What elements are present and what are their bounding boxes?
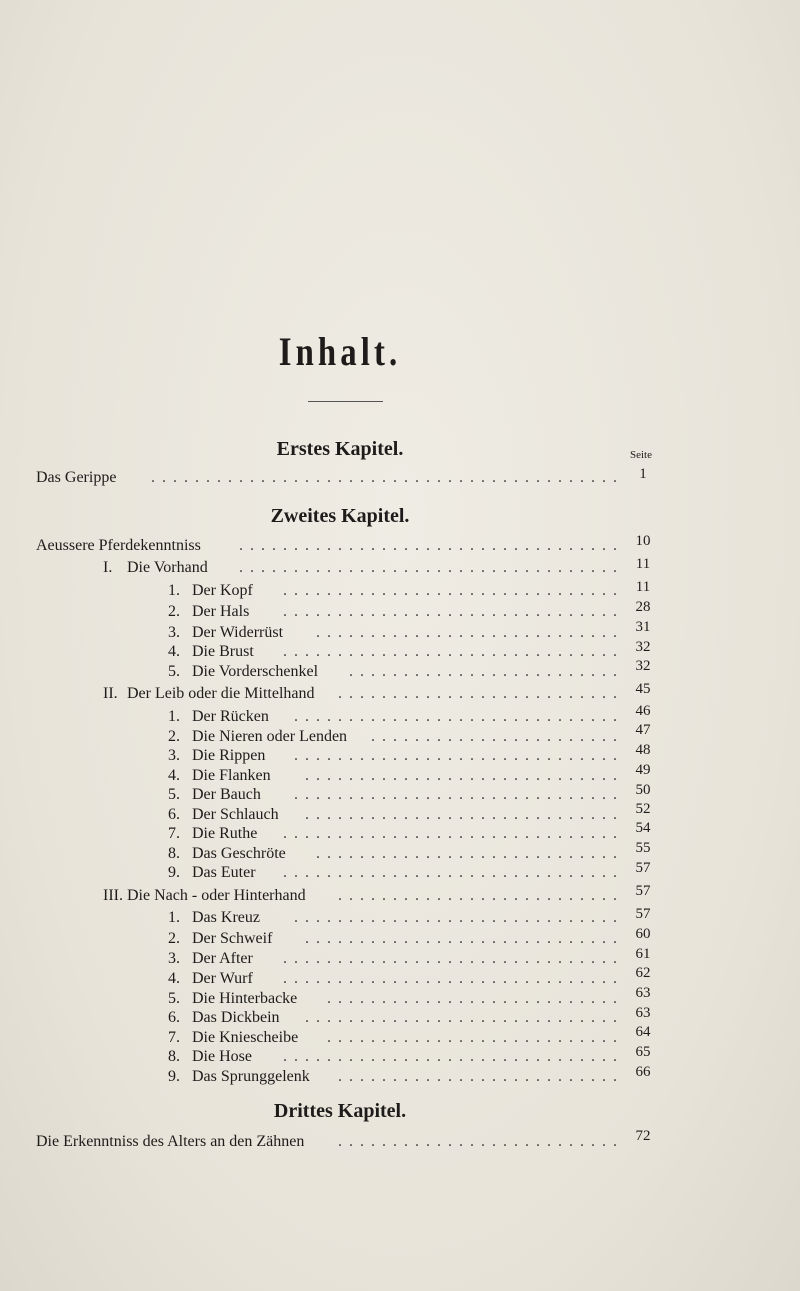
leader-dots: .............................. [294, 786, 624, 803]
toc-entry [168, 823, 624, 844]
toc-entry-page: 61 [635, 946, 651, 962]
toc-entry-label: Die Vorderschenkel [192, 663, 319, 680]
toc-entry-number: 1. [168, 909, 180, 926]
toc-entry-number: 9. [168, 864, 180, 881]
title-divider [308, 401, 383, 402]
toc-entry-number: 7. [168, 825, 180, 842]
toc-entry-number: 9. [168, 1068, 180, 1085]
toc-entry-page: 66 [635, 1064, 651, 1080]
toc-entry [168, 948, 624, 969]
chapter-heading-1: Erstes Kapitel. [276, 438, 404, 460]
toc-entry-number: 1. [168, 582, 180, 599]
toc-entry [168, 1007, 624, 1028]
leader-dots: ............................... [283, 950, 624, 967]
leader-dots: ................................... [239, 559, 624, 576]
leader-dots: ........................... [327, 1029, 624, 1046]
leader-dots: ................................... [239, 537, 624, 554]
toc-entry-page: 32 [635, 639, 651, 655]
toc-entry [168, 601, 624, 622]
leader-dots: ............................. [305, 767, 624, 784]
toc-entry-page: 48 [635, 742, 651, 758]
toc-entry-number: 3. [168, 624, 180, 641]
toc-entry-page: 72 [635, 1128, 651, 1144]
toc-entry-label: Das Sprunggelenk [192, 1068, 310, 1085]
toc-entry-number: 2. [168, 930, 180, 947]
leader-dots: ........................................... [151, 469, 624, 486]
toc-entry-label: Der Wurf [192, 970, 253, 987]
toc-entry [168, 1066, 624, 1087]
toc-entry-page: 31 [635, 619, 651, 635]
toc-entry-page: 64 [635, 1024, 651, 1040]
leader-dots: ............................... [283, 970, 624, 987]
toc-entry-page: 32 [635, 658, 651, 674]
toc-entry [168, 765, 624, 786]
toc-entry-label: Das Euter [192, 864, 256, 881]
toc-entry-page: 45 [635, 681, 651, 697]
toc-entry [168, 745, 624, 766]
chapter-heading-2: Zweites Kapitel. [270, 505, 410, 527]
toc-entry-label: Die Vorhand [127, 559, 208, 576]
toc-entry-number: 8. [168, 845, 180, 862]
toc-entry-label: Aeussere Pferdekenntniss [36, 537, 201, 554]
toc-entry [168, 988, 624, 1009]
toc-entry-label: Die Brust [192, 643, 254, 660]
toc-entry-label: Der Schlauch [192, 806, 279, 823]
toc-entry-page: 63 [635, 985, 651, 1001]
toc-entry [168, 784, 624, 805]
toc-entry-page: 11 [635, 579, 651, 595]
toc-entry-number: I. [103, 559, 113, 576]
toc-entry-page: 57 [635, 906, 651, 922]
toc-entry-label: Der Leib oder die Mittelhand [127, 685, 315, 702]
toc-entry [168, 726, 624, 747]
toc-entry-label: Die Rippen [192, 747, 266, 764]
toc-entry [36, 1131, 624, 1152]
toc-entry-page: 55 [635, 840, 651, 856]
leader-dots: .......................... [338, 1133, 624, 1150]
toc-entry-page: 52 [635, 801, 651, 817]
toc-entry-label: Der Widerrüst [192, 624, 284, 641]
leader-dots: ............................ [316, 845, 624, 862]
leader-dots: ............................... [283, 1048, 624, 1065]
toc-entry [168, 1046, 624, 1067]
leader-dots: ............................. [305, 806, 624, 823]
toc-entry-page: 49 [635, 762, 651, 778]
toc-entry-number: 5. [168, 663, 180, 680]
toc-entry-page: 60 [635, 926, 651, 942]
toc-entry-number: 7. [168, 1029, 180, 1046]
leader-dots: .............................. [294, 708, 624, 725]
leader-dots: .......................... [338, 1068, 624, 1085]
toc-entry [168, 804, 624, 825]
toc-entry-label: Das Geschröte [192, 845, 286, 862]
toc-entry-number: III. [103, 887, 123, 904]
toc-entry [168, 843, 624, 864]
toc-entry-label: Der After [192, 950, 253, 967]
toc-entry-number: 6. [168, 1009, 180, 1026]
toc-entry-number: 6. [168, 806, 180, 823]
toc-entry-page: 28 [635, 599, 651, 615]
toc-entry-page: 54 [635, 820, 651, 836]
toc-entry-label: Der Kopf [192, 582, 253, 599]
toc-entry [36, 535, 624, 556]
toc-entry-page: 47 [635, 722, 651, 738]
toc-entry-number: 2. [168, 728, 180, 745]
toc-entry-label: Die Hose [192, 1048, 252, 1065]
leader-dots: ............................... [283, 643, 624, 660]
toc-entry [168, 622, 624, 643]
leader-dots: .......................... [338, 685, 624, 702]
leader-dots: ........................... [327, 990, 624, 1007]
toc-entry-label: Die Flanken [192, 767, 271, 784]
toc-entry [168, 928, 624, 949]
leader-dots: .............................. [294, 747, 624, 764]
toc-entry-number: II. [103, 685, 118, 702]
toc-entry-label: Der Hals [192, 603, 250, 620]
page-title: Inhalt. [278, 329, 402, 374]
leader-dots: .......................... [338, 887, 624, 904]
toc-entry-label: Das Gerippe [36, 469, 117, 486]
toc-entry-number: 2. [168, 603, 180, 620]
toc-entry-label: Die Nieren oder Lenden [192, 728, 348, 745]
toc-entry-label: Der Schweif [192, 930, 273, 947]
leader-dots: ............................ [316, 624, 624, 641]
toc-entry-page: 57 [635, 860, 651, 876]
toc-entry-number: 1. [168, 708, 180, 725]
toc-entry-section [103, 557, 624, 578]
toc-entry-label: Die Erkenntniss des Alters an den Zähnen [36, 1133, 305, 1150]
leader-dots: ....................... [371, 728, 624, 745]
toc-entry-label: Der Bauch [192, 786, 261, 803]
toc-entry-label: Der Rücken [192, 708, 269, 725]
leader-dots: .............................. [294, 909, 624, 926]
toc-entry-label: Die Nach - oder Hinterhand [127, 887, 306, 904]
toc-entry-number: 4. [168, 767, 180, 784]
toc-entry [168, 706, 624, 727]
toc-entry-page: 46 [635, 703, 651, 719]
toc-entry-page: 65 [635, 1044, 651, 1060]
leader-dots: ............................. [305, 930, 624, 947]
toc-entry [168, 907, 624, 928]
toc-entry-number: 5. [168, 786, 180, 803]
toc-entry [168, 580, 624, 601]
toc-entry-label: Die Ruthe [192, 825, 258, 842]
toc-entry-label: Die Hinterbacke [192, 990, 298, 1007]
toc-entry-page: 1 [639, 466, 647, 482]
chapter-heading-3: Drittes Kapitel. [273, 1100, 407, 1122]
leader-dots: ............................... [283, 603, 624, 620]
leader-dots: ......................... [349, 663, 624, 680]
toc-entry-label: Die Kniescheibe [192, 1029, 299, 1046]
toc-entry-number: 3. [168, 950, 180, 967]
toc-entry [168, 661, 624, 682]
toc-entry-label: Das Kreuz [192, 909, 260, 926]
toc-entry-page: 10 [635, 533, 651, 549]
toc-entry-page: 62 [635, 965, 651, 981]
toc-entry-page: 57 [635, 883, 651, 899]
toc-entry [168, 862, 624, 883]
toc-entry [168, 641, 624, 662]
toc-entry-page: 50 [635, 782, 651, 798]
toc-entry [168, 1027, 624, 1048]
toc-entry-section [103, 683, 624, 704]
toc-entry [168, 968, 624, 989]
leader-dots: ............................... [283, 582, 624, 599]
toc-entry-number: 4. [168, 643, 180, 660]
toc-entry-number: 4. [168, 970, 180, 987]
toc-entry-page: 11 [635, 556, 651, 572]
toc-entry [36, 467, 624, 488]
toc-entry-page: 63 [635, 1005, 651, 1021]
toc-entry-number: 5. [168, 990, 180, 1007]
leader-dots: ............................. [305, 1009, 624, 1026]
toc-entry-section [103, 885, 624, 906]
toc-entry-number: 8. [168, 1048, 180, 1065]
page-column-header: Seite [630, 449, 652, 461]
toc-entry-number: 3. [168, 747, 180, 764]
leader-dots: ............................... [283, 825, 624, 842]
toc-entry-label: Das Dickbein [192, 1009, 280, 1026]
leader-dots: ............................... [283, 864, 624, 881]
